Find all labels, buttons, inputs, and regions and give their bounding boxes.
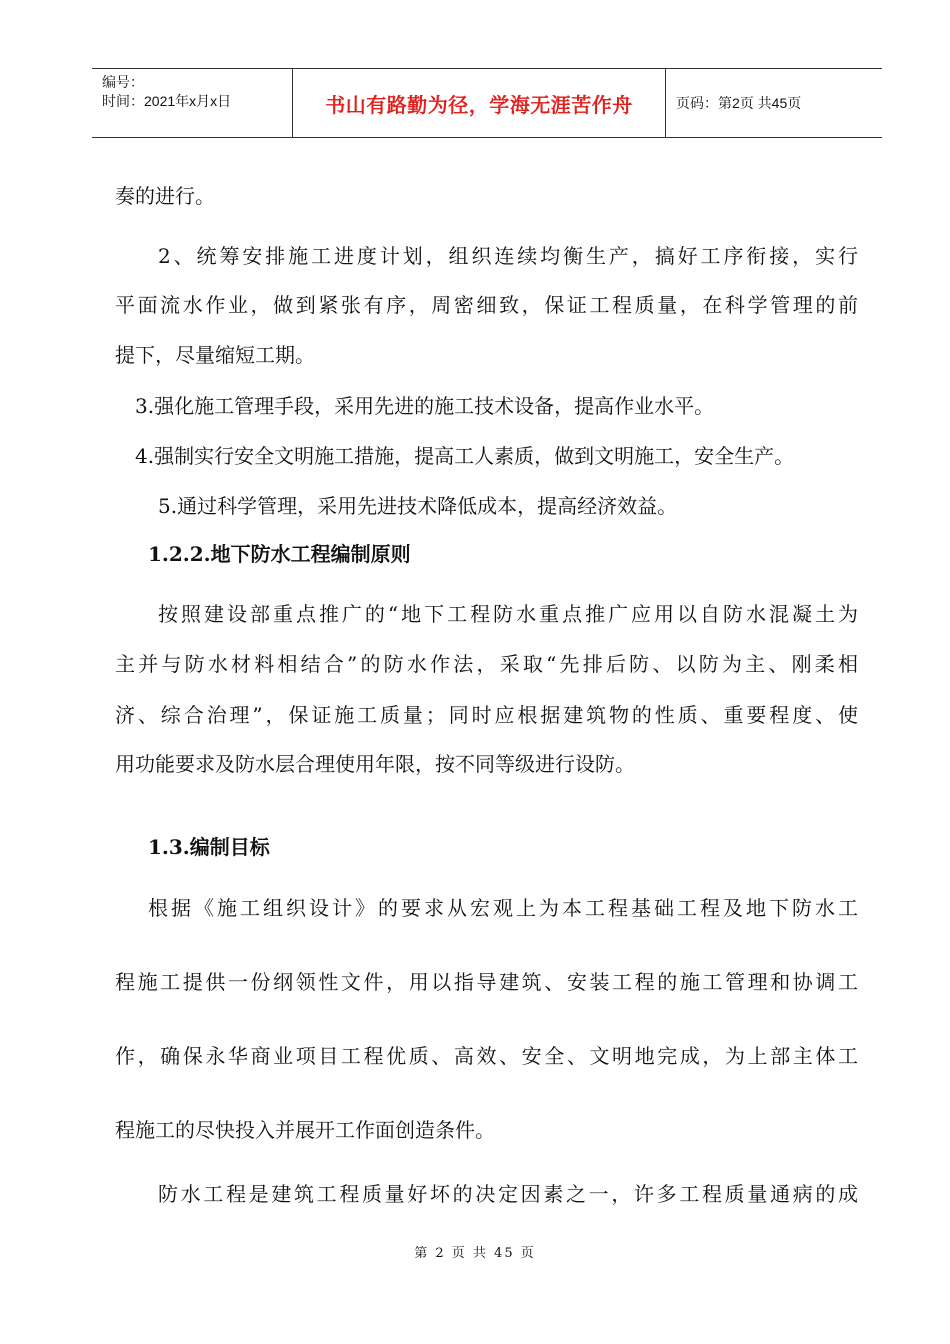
section-heading: 1.2.2.地下防水工程编制原则 [148, 542, 411, 566]
body-line: 程施工提供一份纲领性文件，用以指导建筑、安装工程的施工管理和协调工 [115, 970, 858, 994]
body-line: 主并与防水材料相结合”的防水作法，采取“先排后防、以防为主、刚柔相 [115, 652, 858, 676]
body-line: 提下，尽量缩短工期。 [115, 343, 315, 367]
document-number-label: 编号： [102, 74, 144, 90]
body-line: 根据《施工组织设计》的要求从宏观上为本工程基础工程及地下防水工 [148, 896, 858, 920]
page-footer: 第 2 页 共 45 页 [414, 1246, 536, 1261]
header-meta [92, 69, 293, 137]
body-line: 济、综合治理”，保证施工质量；同时应根据建筑物的性质、重要程度、使 [115, 703, 858, 727]
header-motto: 书山有路勤为径，学海无涯苦作舟 [293, 69, 666, 137]
body-line: 2、统筹安排施工进度计划，组织连续均衡生产，搞好工序衔接，实行 [158, 244, 858, 268]
page-header [92, 68, 882, 138]
body-line: 3.强化施工管理手段，采用先进的施工技术设备，提高作业水平。 [135, 394, 715, 418]
body-line: 奏的进行。 [115, 184, 215, 208]
body-line: 平面流水作业，做到紧张有序，周密细致，保证工程质量，在科学管理的前 [115, 293, 858, 317]
body-line: 作，确保永华商业项目工程优质、高效、安全、文明地完成，为上部主体工 [115, 1044, 858, 1068]
body-line: 用功能要求及防水层合理使用年限，按不同等级进行设防。 [115, 752, 635, 776]
body-line: 防水工程是建筑工程质量好坏的决定因素之一，许多工程质量通病的成 [158, 1182, 858, 1206]
body-line: 程施工的尽快投入并展开工作面创造条件。 [115, 1118, 495, 1142]
document-time-label: 时间：2021年x月x日 [102, 93, 232, 109]
section-heading: 1.3.编制目标 [148, 835, 270, 859]
body-line: 5.通过科学管理，采用先进技术降低成本，提高经济效益。 [158, 494, 678, 518]
body-line: 4.强制实行安全文明施工措施，提高工人素质，做到文明施工，安全生产。 [135, 444, 795, 468]
header-page-info: 页码：第2页 共45页 [676, 95, 802, 111]
body-line: 按照建设部重点推广的“地下工程防水重点推广应用以自防水混凝土为 [158, 602, 858, 626]
